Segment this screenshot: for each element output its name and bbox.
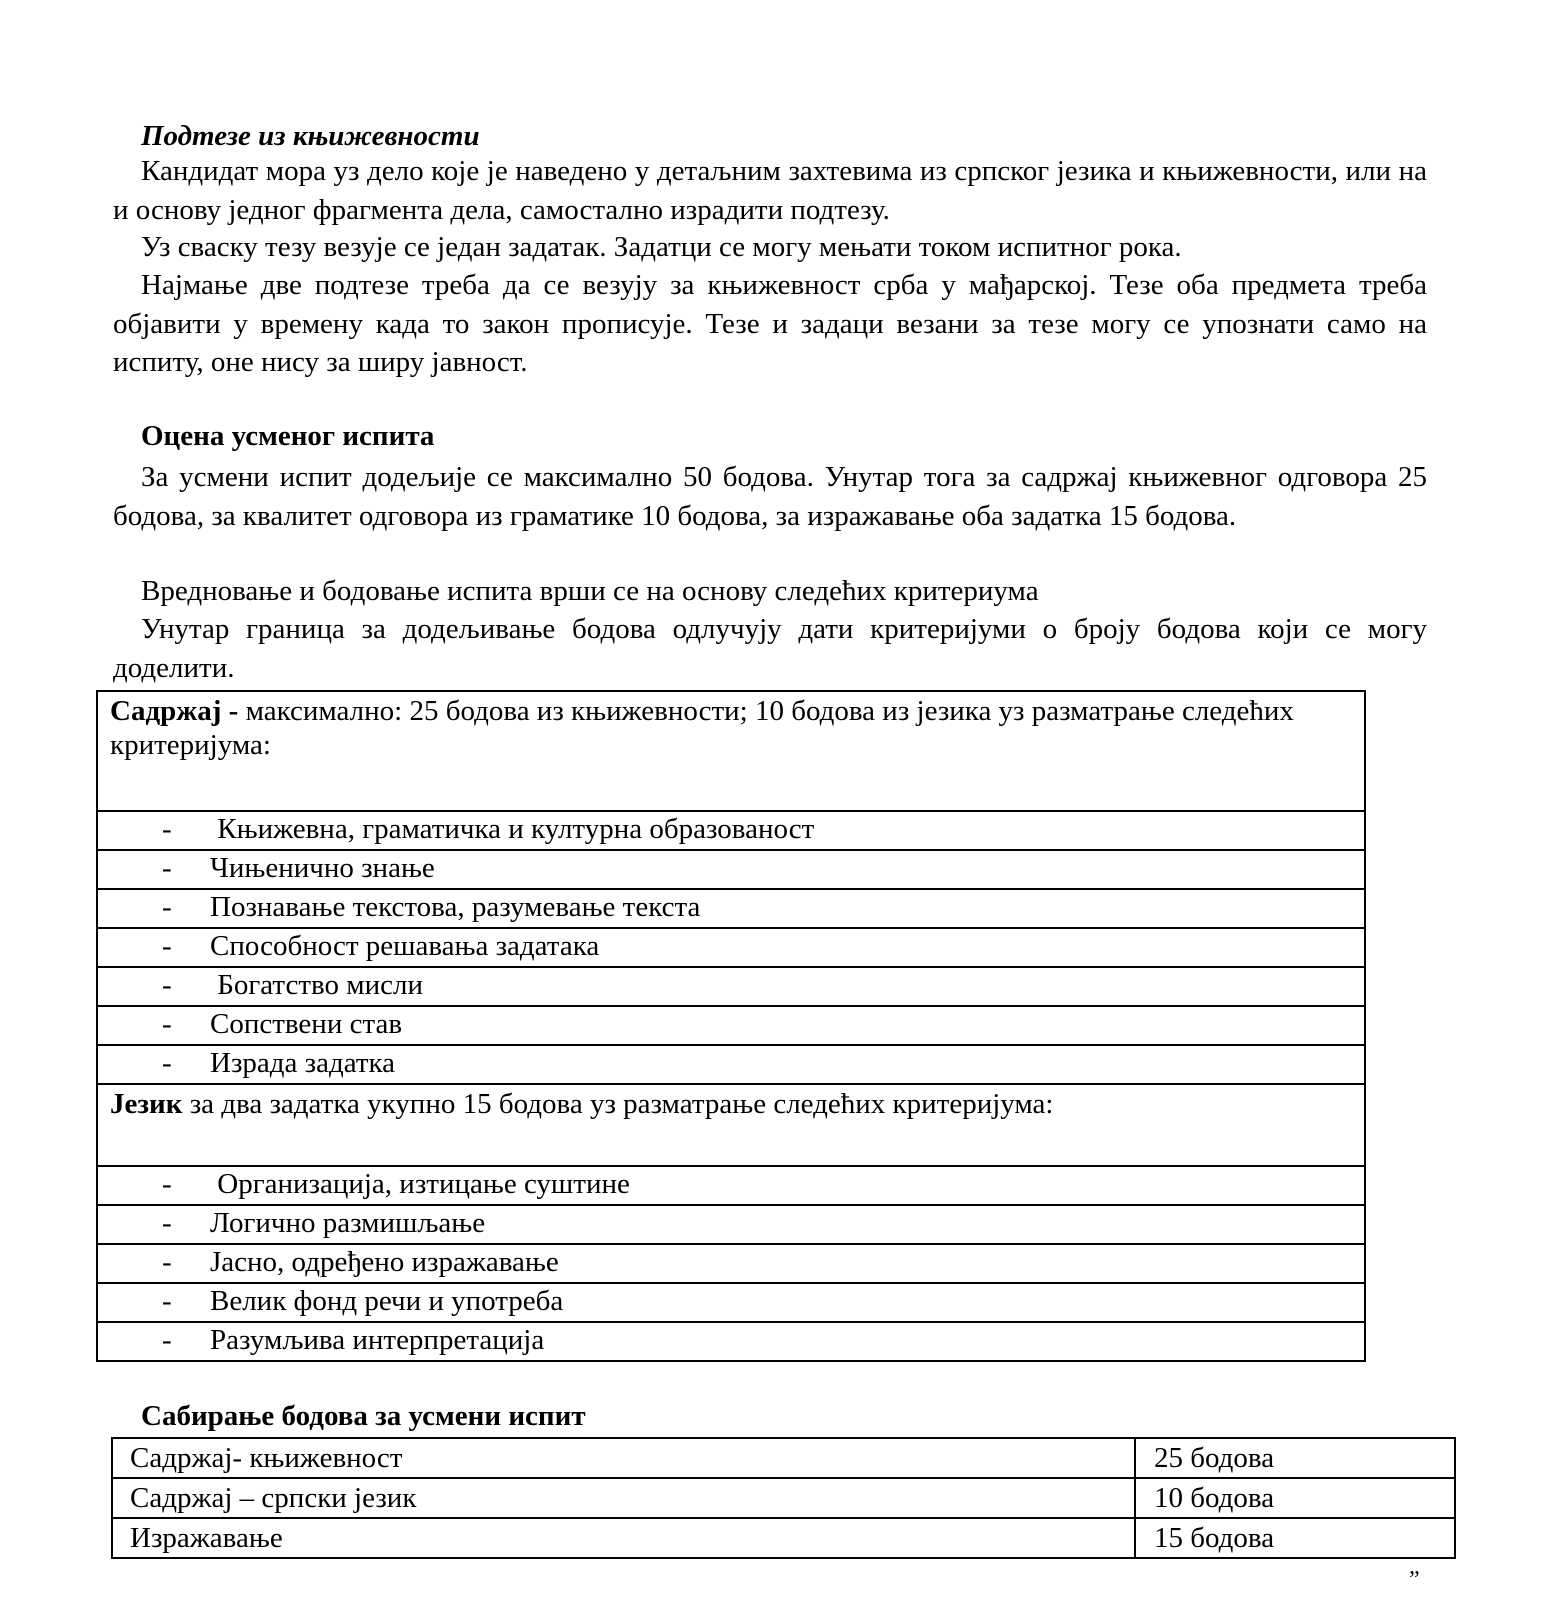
criteria-item: Познавање текстова, разумевање текста	[210, 891, 701, 923]
list-dash: -	[162, 1168, 172, 1200]
content-criteria-header-cell	[97, 691, 1365, 811]
criteria-row	[97, 1205, 1365, 1244]
content-criteria-header-row	[97, 691, 1365, 811]
language-criteria-header-row	[97, 1084, 1365, 1166]
list-dash: -	[162, 1324, 172, 1356]
criteria-item: Богатство мисли	[210, 969, 423, 1001]
criteria-item: Разумљива интерпретација	[210, 1324, 545, 1356]
score-points: 25 бодова	[1135, 1438, 1455, 1478]
score-points: 15 бодова	[1135, 1518, 1455, 1558]
criteria-item: Чињенично знање	[210, 852, 435, 884]
language-label: Језик	[110, 1088, 183, 1120]
criteria-item: Књижевна, граматичка и културна образованост	[210, 813, 815, 845]
score-summary-table	[111, 1437, 1456, 1559]
criteria-row	[97, 928, 1365, 967]
list-dash: -	[162, 1246, 172, 1278]
list-dash: -	[162, 1047, 172, 1079]
list-dash: -	[162, 891, 172, 923]
list-dash: -	[162, 813, 172, 845]
score-points: 10 бодова	[1135, 1478, 1455, 1518]
score-label: Садржај – српски језик	[112, 1478, 1135, 1518]
score-summary-heading: Сабирање бодова за усмени испит	[141, 1400, 586, 1432]
closing-quote-mark: ”	[1409, 1567, 1420, 1593]
criteria-row	[97, 1166, 1365, 1205]
criteria-table	[96, 690, 1366, 1362]
list-dash: -	[162, 1285, 172, 1317]
content-description: максимално: 25 бодова из књижевности; 10 бодова из језика уз разматрање следећих критеријума:	[110, 695, 1294, 761]
score-label: Изражавање	[112, 1518, 1135, 1558]
criteria-row	[97, 1283, 1365, 1322]
criteria-row	[97, 850, 1365, 889]
criteria-item: Логично размишљање	[210, 1207, 486, 1239]
score-row	[112, 1518, 1455, 1558]
subtheses-paragraph-1: Кандидат мора уз дело које је наведено у детаљним захтевима из српског језика и књижевности, или на и основу једног фрагмента дела, самостално израдити подтезу.	[113, 155, 1427, 226]
criteria-row	[97, 811, 1365, 850]
grading-paragraph-3: Унутар граница за додељивање бодова одлучују дати критеријуми о броју бодова који се могу доделити.	[113, 613, 1427, 684]
score-row	[112, 1438, 1455, 1478]
criteria-item: Сопствени став	[210, 1008, 403, 1040]
criteria-row	[97, 967, 1365, 1006]
criteria-row	[97, 1322, 1365, 1361]
criteria-item: Организација, изтицање суштине	[210, 1168, 630, 1200]
subtheses-heading: Подтезе из књижевности	[141, 120, 480, 152]
score-label: Садржај- књижевност	[112, 1438, 1135, 1478]
subtheses-paragraph-3: Најмање две подтезе треба да се везују за књижевност срба у мађарској. Тезе оба предмета треба објавити у времену када то закон прописује. Тезе и задаци везани за тезе могу се упознати само на испиту, оне нису за ширу јавност.	[113, 269, 1427, 378]
list-dash: -	[162, 1207, 172, 1239]
criteria-item: Велик фонд речи и употреба	[210, 1285, 564, 1317]
criteria-item: Израда задатка	[210, 1047, 396, 1079]
list-dash: -	[162, 852, 172, 884]
oral-exam-grading-heading: Оцена усменог испита	[141, 420, 435, 452]
criteria-item: Способност решавања задатака	[210, 930, 600, 962]
content-label: Садржај -	[110, 695, 239, 727]
score-row	[112, 1478, 1455, 1518]
criteria-row	[97, 1045, 1365, 1084]
language-description: за два задатка укупно 15 бодова уз разматрање следећих критеријума:	[182, 1088, 1054, 1120]
grading-paragraph-2: Вредновање и бодовање испита врши се на основу следећих критериума	[141, 575, 1039, 607]
criteria-item: Јасно, одређено изражавање	[210, 1246, 559, 1278]
list-dash: -	[162, 930, 172, 962]
list-dash: -	[162, 1008, 172, 1040]
list-dash: -	[162, 969, 172, 1001]
language-criteria-header-cell	[97, 1084, 1365, 1166]
criteria-row	[97, 1006, 1365, 1045]
criteria-row	[97, 889, 1365, 928]
subtheses-paragraph-2: Уз сваску тезу везује се један задатак. Задатци се могу мењати током испитног рока.	[141, 231, 1182, 263]
criteria-row	[97, 1244, 1365, 1283]
grading-paragraph-1: За усмени испит додељије се максимално 50 бодова. Унутар тога за садржај књижевног одговора 25 бодова, за квалитет одговора из граматике 10 бодова, за изражавање оба задатка 15 бодова.	[113, 461, 1427, 532]
